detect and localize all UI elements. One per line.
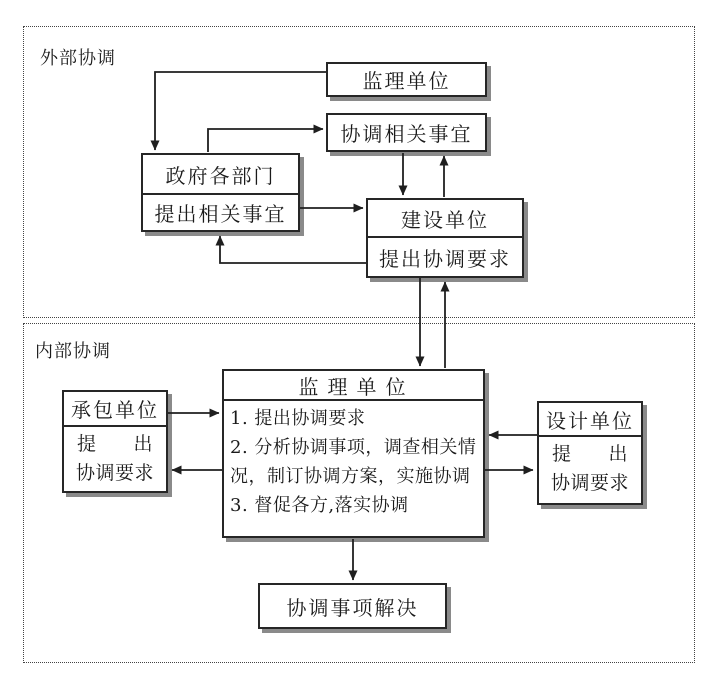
matters-resolved-title: 协调事项解决 <box>286 595 419 620</box>
task-item-1: 1. 提出协调要求 <box>230 408 366 429</box>
supervision-unit-top-title: 监理单位 <box>362 69 451 93</box>
construction-unit-title: 建设单位 <box>368 200 522 238</box>
task-item-3: 3. 督促各方,落实协调 <box>230 495 409 516</box>
coordinate-related-matters-title: 协调相关事宜 <box>340 122 473 146</box>
matters-resolved-box <box>258 583 447 629</box>
supervision-unit-main-box <box>222 369 485 538</box>
contractor-unit-action <box>64 427 166 489</box>
design-action-word1: 提 <box>552 443 572 465</box>
government-departments-action: 提出相关事宜 <box>154 202 287 226</box>
task-item-2: 2. 分析协调事项，调查相关情况，制订协调方案，实施协调 <box>230 437 477 487</box>
design-unit-box <box>537 401 643 505</box>
design-action-line2: 协调要求 <box>550 472 629 494</box>
internal-section-label: 内部协调 <box>35 341 111 362</box>
government-departments-title: 政府各部门 <box>143 155 298 195</box>
design-unit-action <box>539 437 641 499</box>
contractor-unit-title: 承包单位 <box>64 392 166 427</box>
supervision-unit-task-list <box>224 401 483 520</box>
contractor-action-word1: 提 <box>77 433 97 455</box>
government-departments-box <box>141 153 300 232</box>
contractor-unit-box <box>62 390 168 493</box>
construction-unit-box <box>366 198 524 278</box>
design-action-word2: 出 <box>608 443 628 465</box>
contractor-action-word2: 出 <box>133 433 153 455</box>
construction-unit-action: 提出协调要求 <box>379 246 511 271</box>
contractor-action-line2: 协调要求 <box>75 462 154 484</box>
design-unit-title: 设计单位 <box>539 403 641 437</box>
coordinate-related-matters-box <box>326 113 487 152</box>
external-section-label: 外部协调 <box>40 48 116 69</box>
supervision-unit-main-title: 监理单位 <box>224 371 483 401</box>
supervision-unit-top-box <box>326 62 487 97</box>
